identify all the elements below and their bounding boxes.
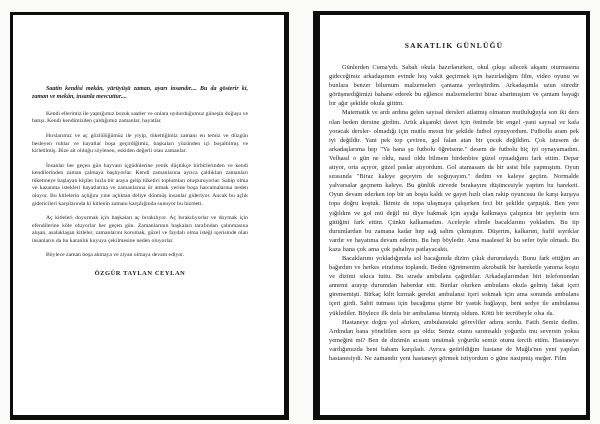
epigraph-quote: Saatin kendisi mekân, yürüyüşü zaman, ayarı insandır.... Bu da gösterir ki, zaman ve mekân, insanla mevcuttur.... <box>32 86 248 101</box>
paragraph: Günlerden Cuma'ydı. Sabah okula hazırlanırken, okul çıkışı ailecek akşam oturmasına gideceğimiz arkadaşımın evinde hoş vakit geçirmek için hazırladığım film, video oyunu ve bunlara benzer bilumum malzemeleri çantama yerleştirdim. Arkadaşımla uzun süredir görüşmediğimizi bahane ederek bu eğlence malzemelerini biraz abartmıştım ve çantam bayağı bir ağır şekilde okula gittim. <box>329 64 579 108</box>
paragraph: Hırslarımız ve aç gözlülüğümüz ile yiyip, tükettiğimiz zamanı en temiz ve düzgün besleyen ruhlar ve hayatlar boşa geçirdiğimiz, başkaları yüzünden içi boşaltılmış ve kirletilmiş. Bize ait olduğu söylenen, eskiden değerli olan zamanlar. <box>32 132 248 155</box>
page-right <box>313 11 590 420</box>
paragraph: Böylece zaman boşa akmaya ve ziyan olmaya devam ediyor. <box>46 252 185 259</box>
paragraph: Aç kitleleri doyurmak için başkaları aç bırakılıyor. Aç bırakılıyorlar ve doymak için efendilerine köle oluyorlar her geçen gün. Zamanlarının başkaları tarafından çalınmasına alışan, asalaklaşan kitleler, zamanlarını korumak, güzel ve faydalı olma isteği içerisinde olan insanların da bu karanlık kuyuya çekilmesine neden oluyorlar. <box>32 215 248 244</box>
paragraph: İnsanlar her geçen gün hayvani içgüdülerine yenik düştükçe birbirlerinden ve kendi kendilerinden zaman çalmaya başlıyorlar. Kendi zamanlarına ayrıca çaldıkları zamanları tüketmeye başlayan kişiler hızla bir araya gelip tüketici toplumları oluşturuyorlar. Sahip olma ve kazanma istekleri hayatlarına ve zamanlarına ür atmak yerine boşa harcamalarına neden oluyor. Bu kitlelerin açlığını yine açlıktan deliye dönmüş insanlar gideriyor. Ancak bu açlık gidericileri karşılarında ki kitlenin zamanı karşılığında sunuyor bu hizmeti. <box>32 162 248 207</box>
chapter-title: SAKATLIK GÜNLÜĞÜ <box>404 41 504 50</box>
paragraph: Kendi ellerimiz ile yaptığımız bozuk saatler ve onlara uydurduğumuz güneşin doğuşu ve batışı. Kendi kendimizden çaldığımız zamanlar, hayatlar. <box>32 110 249 125</box>
page-left <box>10 12 289 420</box>
author-signature: ÖZGÜR TAYLAN CEYLAN <box>94 270 186 278</box>
paragraph: Bacaklarımı yokladığımda sol bacağımda dizim çıkık durumdaydı. Bunu fark ettiğim an bağırdım ve herkes etrafıma toplandı. Beden öğretmenim akrobatik bir hareketle yanıma koştu ve dizimi sıkıca tuttu. Bu sırada ambulans çağırdılar. Arkadaşlarımdan biri telefonundan annemi arayıp durumdan haberdar etti. Bunlar olurken ambulans okula gelmiş fakat içeri girememişti. Birkaç kilit kırmak gerekti ambulansı içeri sokmak için ama sonunda ambulans içeri girdi. Sabit tutması için bacağıma şişme bir yastık bağlayıp, beni sedye ile ambulansa yüklediler. Böylece ilk defa bir ambulansa binmiş oldum. Kötü bir tecrübeyle olsa da. <box>329 254 579 317</box>
paragraph: Hastaneye doğru yol alırken, ambulanstaki görevliler adımı sordu. Fatih Semiz dedim. Ardından bana yöneltilen soru şu oldu: Semiz otunu sarımsaklı yoğurtlu mu seversin yoksa yemeğini mi? Ben de dizimin acısını unutmak yoğurtlu semiz otunu tercih ettim. Hastaneye vardığımızda beni babam karşıladı. Ayrıca getirildiğim hastane de Muğla'nın yeni yapılan hastanesiydi. Ne zamandır yeni hastaneyi görmek istiyordum o güne nasipmiş meğer. Film <box>329 318 579 362</box>
paragraph: Matematik ve ardı ardına gelen sayısal dersleri atlatmış olmanın mutluluğuyla son iki ders olan beden dersine girdim. Artık akşamki davet için önümde bir engel -yani sayısal ve kafa yoracak dersler- olmadığı için mutlu mesut bir şekilde futbol oynuyordum. Futbolla aram pek iyi değildir. Yani pek top çeviren, gol falan atan bir çocuk değildim. Çok istesem de arkadaşlarıma hep "Ya bana şu futbolu öğretsene." desem de futbolu hiç iyi oynayamadım. Velhasıl o gün ne oldu, nasıl oldu bilmem birdenbire güzel oynadığımı fark ettim. Depar atıyor, orta açıyor, güzel paslar atıyordum. Gol atamasam da bir asist bile yapmıştım. Oyun sırasında "Biraz kaleye geçeyim de soğuyayım." dedim ve kaleye geçtim. Normalde yalvarsalar geçmem kaleye. Bu günlük zirvede bırakayım düşüncesiyle yaptım bu hareketi. Oyun devam ederken top bir an boşta kaldı ve gayet hızlı olan rakip oyuncusu ile karşı karşıya topa doğru koştuk. İkimiz de topa ulaşmaya çalışırken feci bir şekilde çarpıştık. Ben yere yığıldım ve gol mü değil mi diye bakmak için ayağa kalkmaya çalışınca bir şeylerin ters gittiğini fark ettim. Çünkü kalkamadım. Aceleyle elimle bacaklarımı yokladım. Bu tip durumlardan bu zamana kadar hep sağ salim çıkmıştım. Düşerim, kalkarım, hafif sıyrıklar vardır ve hayatıma devam ederim. Bu hep böyledir. Ama maalesef ki bu sefer öyle olmadı. Bu kaza bana çok ama çok pahalıya patlayacaktı. <box>329 109 579 253</box>
